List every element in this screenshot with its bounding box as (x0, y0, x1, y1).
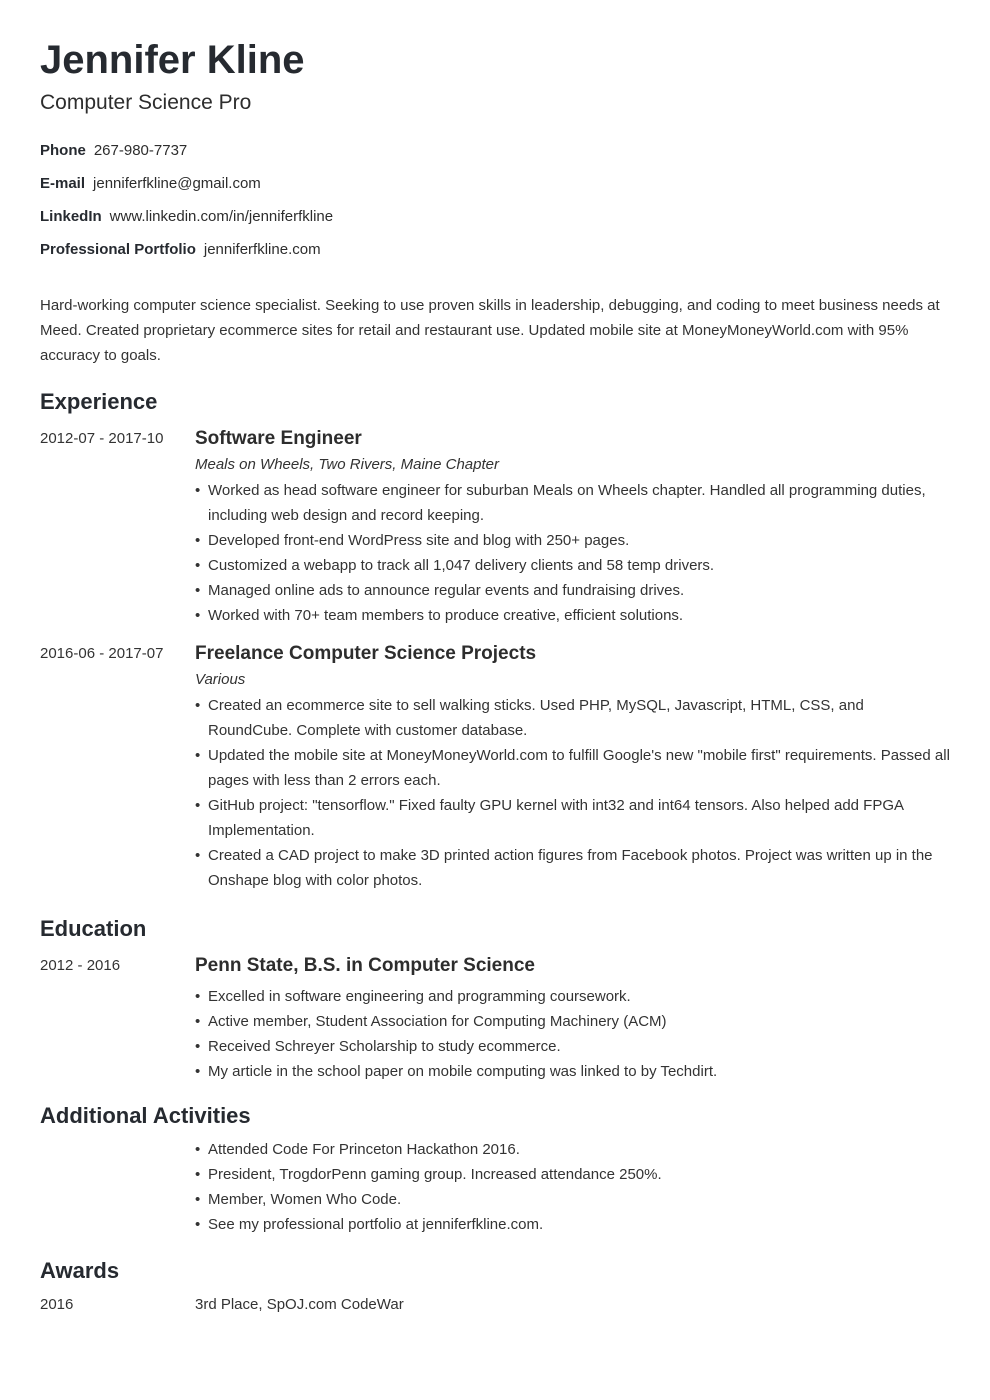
candidate-name: Jennifer Kline (40, 38, 305, 82)
contact-portfolio (40, 240, 333, 273)
job-title: Freelance Computer Science Projects (195, 643, 537, 664)
list-item: • President, TrogdorPenn gaming group. Increased attendance 250%. (195, 1162, 950, 1187)
contact-label: LinkedIn (40, 208, 102, 225)
entry-body (195, 643, 950, 893)
contact-label: Phone (40, 142, 86, 159)
contact-email (40, 174, 333, 207)
list-item: • Customized a webapp to track all 1,047 delivery clients and 58 temp drivers. (195, 553, 950, 578)
contact-linkedin (40, 207, 333, 240)
list-item: • Worked with 70+ team members to produce creative, efficient solutions. (195, 603, 950, 628)
entry-body (195, 428, 950, 628)
list-item: • GitHub project: "tensorflow." Fixed faulty GPU kernel with int32 and int64 tensors. Also helped add FPGA Implementation. (195, 793, 950, 843)
employer: Various (195, 671, 246, 688)
portfolio-value: jenniferfkline.com (203, 241, 321, 258)
email-value: jenniferfkline@gmail.com (93, 175, 261, 192)
entry-body (195, 1137, 950, 1237)
activities-heading: Additional Activities (40, 1103, 251, 1128)
list-item: • Worked as head software engineer for suburban Meals on Wheels chapter. Handled all programming duties, including web design and record keeping. (195, 478, 950, 528)
list-item: • My article in the school paper on mobile computing was linked to by Techdirt. (195, 1059, 950, 1084)
entry-dates: 2012-07 - 2017-10 (40, 430, 164, 447)
list-item: • Updated the mobile site at MoneyMoneyWorld.com to fulfill Google's new "mobile first" requirements. Passed all pages with less than 2 errors each. (195, 743, 950, 793)
list-item: • Received Schreyer Scholarship to study ecommerce. (195, 1034, 950, 1059)
list-item: • Created an ecommerce site to sell walking sticks. Used PHP, MySQL, Javascript, HTML, CSS, and RoundCube. Complete with customer database. (195, 693, 950, 743)
list-item: • Managed online ads to announce regular events and fundraising drives. (195, 578, 950, 603)
list-item: • Active member, Student Association for Computing Machinery (ACM) (195, 1009, 950, 1034)
degree-title: Penn State, B.S. in Computer Science (195, 955, 535, 976)
experience-heading: Experience (40, 389, 158, 414)
contact-label: E-mail (40, 175, 86, 192)
bullet-list (195, 478, 950, 628)
contact-list (40, 141, 333, 273)
employer: Meals on Wheels, Two Rivers, Maine Chapter (195, 456, 499, 473)
list-item: • Created a CAD project to make 3D printed action figures from Facebook photos. Project was written up in the Onshape blog with color photos. (195, 843, 950, 893)
linkedin-value: www.linkedin.com/in/jenniferfkline (109, 208, 334, 225)
phone-value: 267-980-7737 (93, 142, 188, 159)
list-item: • See my professional portfolio at jenniferfkline.com. (195, 1212, 950, 1237)
bullet-list (195, 1137, 950, 1237)
education-heading: Education (40, 916, 147, 941)
list-item: • Member, Women Who Code. (195, 1187, 950, 1212)
award-text: 3rd Place, SpOJ.com CodeWar (195, 1296, 404, 1313)
entry-dates: 2016-06 - 2017-07 (40, 645, 164, 662)
entry-body (195, 955, 950, 1084)
awards-heading: Awards (40, 1258, 120, 1283)
bullet-list (195, 693, 950, 893)
list-item: • Developed front-end WordPress site and blog with 250+ pages. (195, 528, 950, 553)
job-title: Software Engineer (195, 428, 362, 449)
award-date: 2016 (40, 1296, 74, 1313)
contact-phone (40, 141, 333, 174)
entry-dates: 2012 - 2016 (40, 957, 121, 974)
summary-paragraph: Hard-working computer science specialist. Seeking to use proven skills in leadership, debugging, and coding to meet business needs at Meed. Created proprietary ecommerce sites for retail and restaurant use. Updated mobile site at MoneyMoneyWorld.com with 95% accuracy to goals. (40, 297, 940, 364)
contact-label: Professional Portfolio (40, 241, 196, 258)
candidate-title: Computer Science Pro (40, 91, 252, 114)
list-item: • Excelled in software engineering and programming coursework. (195, 984, 950, 1009)
list-item: • Attended Code For Princeton Hackathon 2016. (195, 1137, 950, 1162)
bullet-list (195, 984, 950, 1084)
